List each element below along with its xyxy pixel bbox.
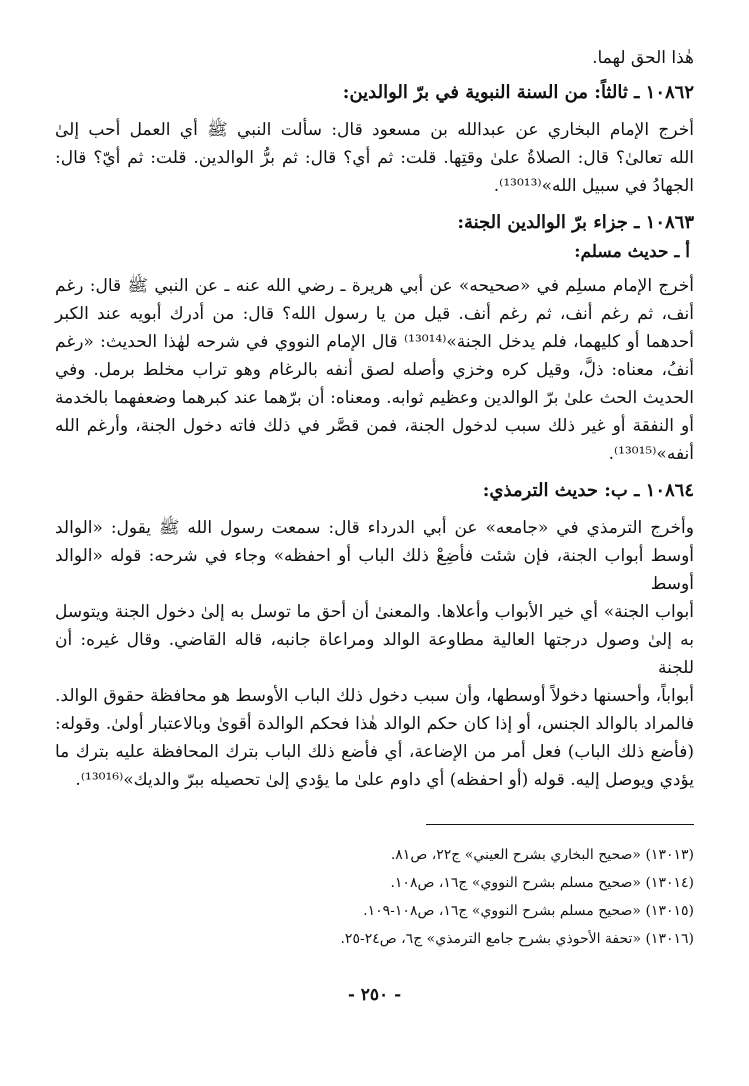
paragraph-line: الحديث الحث علىٰ برّ الوالدين وعظيم ثوابه. ومعناه: أن برّهما عند كبرهما وضعفهما بالخدمة	[55, 388, 694, 408]
paragraph-line: أبواباً، وأحسنها دخولاً أوسطها، وأن سبب دخول ذلك الباب الأوسط هو محافظة حقوق الوالد.	[55, 686, 694, 706]
paragraph-line: الله تعالىٰ؟ قال: الصلاةُ علىٰ وقتِها. قلت: ثم أي؟ قال: ثم برُّ الوالدين. قلت: ثم أيّ؟ قال:	[55, 148, 694, 168]
section-heading-10863: ١٠٨٦٣ ـ جزاء برّ الوالدين الجنة:	[457, 212, 694, 233]
paragraph-line: أحدهما أو كليهما، فلم يدخل الجنة»⁽¹³⁰¹⁴⁾ قال الإمام النووي في شرحه لهٰذا الحديث: «رغم	[55, 332, 694, 352]
paragraph-10862	[55, 116, 694, 200]
footnote-13015: (١٣٠١٥) «صحيح مسلم بشرح النووي» ج١٦، ص١٠٨-١٠٩.	[363, 903, 694, 919]
subheading-muslim: أ ـ حديث مسلم:	[574, 242, 690, 262]
paragraph-10864	[55, 514, 694, 794]
paragraph-line: أو النفقة أو غير ذلك سبب لدخول الجنة، فمن قصَّر في ذلك فاته دخول الجنة، وأرغم الله	[55, 416, 694, 436]
paragraph-line: أخرج الإمام مسلِم في «صحيحه» عن أبي هريرة ـ رضي الله عنه ـ عن النبي ﷺ قال: رغم	[55, 276, 694, 296]
paragraph-line: أخرج الإمام البخاري عن عبدالله بن مسعود قال: سألت النبي ﷺ أي العمل أحب إلىٰ	[55, 120, 694, 140]
paragraph-line: أوسط أبواب الجنة، فإن شئت فأضِعْ ذلك الباب أو احفظه» وجاء في شرحه: قوله «الوالد أوسط	[55, 546, 694, 594]
intro-line: هٰذا الحق لهما.	[592, 48, 694, 68]
footnote-13013: (١٣٠١٣) «صحيح البخاري بشرح العيني» ج٢٢، ص٨١.	[390, 847, 694, 863]
section-heading-10864: ١٠٨٦٤ ـ ب: حديث الترمذي:	[482, 480, 694, 501]
paragraph-10863	[55, 272, 694, 468]
paragraph-line: فالمراد بالوالد الجنس، أو إذا كان حكم الوالد هٰذا فحكم الوالدة أقوىٰ وبالاعتبار أولىٰ. وقوله:	[55, 714, 694, 734]
paragraph-line: (فأضع ذلك الباب) فعل أمر من الإضاعة، أي فأضع ذلك الباب بترك المحافظة عليه بترك ما	[55, 742, 694, 762]
footnote-13016: (١٣٠١٦) «تحفة الأحوذي بشرح جامع الترمذي» ج٦، ص٢٤-٢٥.	[340, 931, 694, 947]
paragraph-line: الجهادُ في سبيل الله»⁽¹³⁰¹³⁾.	[493, 176, 694, 196]
paragraph-line: أنفه»⁽¹³⁰¹⁵⁾.	[608, 444, 694, 464]
paragraph-line: أبواب الجنة» أي خير الأبواب وأعلاها. والمعنىٰ أن أحق ما توسل به إلىٰ دخول الجنة ويتوسل	[55, 602, 694, 622]
footnote-13014: (١٣٠١٤) «صحيح مسلم بشرح النووي» ج١٦، ص١٠٨.	[390, 875, 694, 891]
paragraph-line: أنف، ثم رغم أنف، ثم رغم أنف. قيل من يا رسول الله؟ قال: من أدرك أبويه عند الكبر	[55, 304, 694, 324]
paragraph-line: وأخرج الترمذي في «جامعه» عن أبي الدرداء قال: سمعت رسول الله ﷺ يقول: «الوالد	[55, 518, 694, 538]
paragraph-line: أنفُ، معناه: ذلَّ، وقيل كره وخزي وأصله لصق أنفه بالرغام وهو تراب مخلط برمل. وفي	[55, 360, 694, 380]
paragraph-line: به إلىٰ وصول درجتها العالية مطاوعة الوالد ومراعاة جانبه، قاله القاضي. وقال غيره: أن للجنة	[55, 630, 694, 678]
section-heading-10862: ١٠٨٦٢ ـ ثالثاً: من السنة النبوية في برّ الوالدين:	[342, 82, 694, 103]
page-number: - ٢٥٠ -	[347, 985, 402, 1005]
paragraph-line: يؤدي ويوصل إليه. قوله (أو احفظه) أي داوم علىٰ ما يؤدي إلىٰ تحصيله ببرّ والديك»⁽¹³⁰¹⁶⁾.	[75, 770, 694, 790]
footnote-separator	[426, 824, 694, 825]
footnotes	[55, 841, 694, 953]
